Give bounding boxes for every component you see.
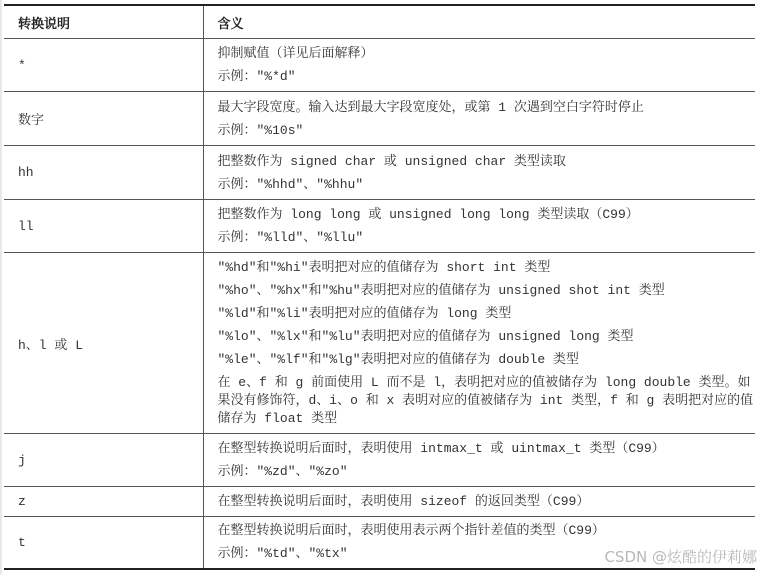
conversion-key: h、l 或 L [4,253,203,434]
table-row [4,434,755,487]
conversion-key: j [4,434,203,487]
meaning-cell [203,434,755,487]
meaning-line: 在整型转换说明后面时，表明使用表示两个指针差值的类型（C99） [217,523,605,539]
meaning-cell [203,39,755,92]
meaning-line: "%lo"、"%lx"和"%lu"表明把对应的值储存为 unsigned long 类型 [217,328,634,344]
meaning-line: 示例："%lld"、"%llu" [217,230,364,245]
meaning-cell [203,253,755,434]
meaning-line: "%ld"和"%li"表明把对应的值储存为 long 类型 [217,305,512,321]
meaning-line: "%hd"和"%hi"表明把对应的值储存为 short int 类型 [217,259,551,275]
watermark: CSDN @炫酷的伊莉娜 [604,548,757,566]
conversion-key: 数字 [4,92,203,146]
meaning-line: 示例："%hhd"、"%hhu" [217,176,364,192]
table-row [4,92,755,146]
meaning-cell [203,92,755,146]
meaning-line: 在整型转换说明后面时，表明使用 intmax_t 或 uintmax_t 类型（C99） [217,441,665,456]
meaning-line: 在 e、f 和 g 前面使用 L 而不是 l，表明把对应的值被储存为 long double 类型。如果没有修饰符，d、i、o 和 x 表明对应的值被储存为 int 类型，f 和 g 表明把对应的值储存为 float 类型 [217,374,754,426]
table-header-row [4,5,755,39]
meaning-line: 抑制赋值（详见后面解释） [217,46,374,61]
meaning-line: 把整数作为 signed char 或 unsigned char 类型读取 [217,153,566,169]
meaning-line: 示例："%10s" [217,122,304,138]
meaning-line: 把整数作为 long long 或 unsigned long long 类型读取（C99） [217,207,639,222]
header-conversion: 转换说明 [4,5,203,39]
table-row [4,146,755,200]
conversion-key: ll [4,200,203,253]
conversion-key: t [4,517,203,569]
meaning-line: 示例："%td"、"%tx" [217,546,348,562]
meaning-cell [203,146,755,200]
table-row [4,253,755,434]
meaning-line: "%ho"、"%hx"和"%hu"表明把对应的值储存为 unsigned shot int 类型 [217,282,665,298]
table-row [4,487,755,517]
meaning-line: 示例："%zd"、"%zo" [217,464,348,479]
meaning-line: 示例："%*d" [217,69,296,84]
conversion-key: hh [4,146,203,200]
conversion-modifiers-table [4,4,755,570]
header-meaning: 含义 [217,16,244,32]
conversion-key: z [4,487,203,517]
table-row [4,200,755,253]
left-edge [0,0,2,575]
meaning-cell [203,200,755,253]
meaning-line: 最大字段宽度。输入达到最大字段宽度处，或第 1 次遇到空白字符时停止 [217,99,644,115]
meaning-line: "%le"、"%lf"和"%lg"表明把对应的值储存为 double 类型 [217,351,579,367]
table-row [4,39,755,92]
meaning-cell [203,487,755,517]
meaning-line: 在整型转换说明后面时，表明使用 sizeof 的返回类型（C99） [217,494,590,509]
conversion-key: * [4,39,203,92]
